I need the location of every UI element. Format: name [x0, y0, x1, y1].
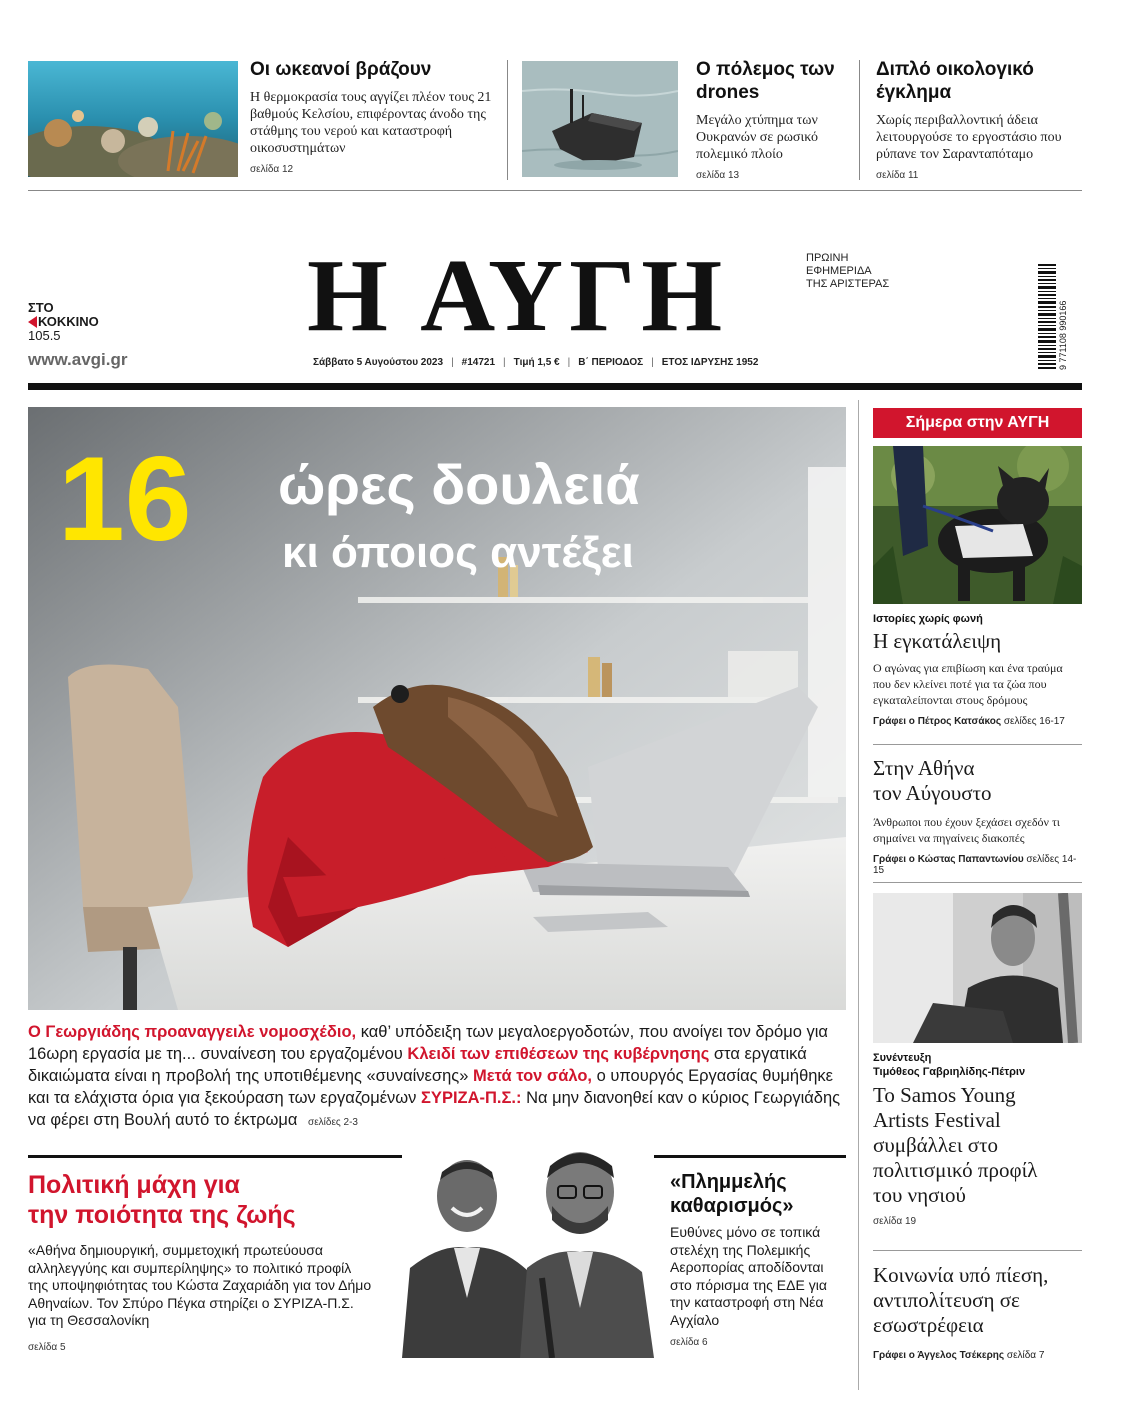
divider	[873, 1250, 1082, 1251]
cleanup-article[interactable]	[670, 1170, 850, 1390]
interview-photo	[873, 893, 1082, 1043]
byline-author: Γράφει ο Κώστας Παπαντωνίου	[873, 854, 1024, 865]
barcode	[1038, 262, 1068, 372]
teaser-oceans-page: σελίδα 12	[250, 164, 294, 175]
lead-pages: σελίδες 2-3	[308, 1117, 358, 1128]
radio-logo-frequency: 105.5	[28, 328, 61, 343]
teaser-oceans-body: Η θερμοκρασία τους αγγίζει πλέον τους 21 βαθμούς Κελσίου, επιφέροντας άνοδο της στάθμης του νερού και καταστροφή οικοσυστημάτων	[250, 90, 492, 156]
website-link[interactable]: www.avgi.gr	[28, 350, 128, 369]
sidebar-item-body: Ο αγώνας για επιβίωση και ένα τραύμα που δεν κλείνει ποτέ για τα ζώα που εγκαταλείπονται στους δρόμους	[873, 661, 1063, 707]
candidates-photo	[402, 1148, 654, 1358]
tagline-line: ΤΗΣ ΑΡΙΣΤΕΡΑΣ	[806, 278, 890, 290]
divider	[873, 882, 1082, 883]
issue-number: #14721	[461, 357, 496, 368]
lead-text: καθ’ υπόδειξη των μεγαλοεργοδοτών, που ανοίγει τον δρόμο για 16ωρη εργασία με τη... συναίνεση του εργαζομένου	[28, 1023, 828, 1063]
sidebar-item-title[interactable]: τον Αύγουστο	[873, 781, 992, 805]
sidebar-kicker: Τιμόθεος Γαβριηλίδης-Πέτριν	[873, 1066, 1026, 1078]
teaser-drones-title[interactable]: Ο πόλεμος των drones	[696, 59, 835, 103]
cleanup-title-line1[interactable]: «Πλημμελής	[670, 1171, 787, 1193]
masthead-rule	[28, 383, 1082, 390]
teaser-drones-page: σελίδα 13	[696, 170, 740, 181]
sidebar-kicker: Συνέντευξη	[873, 1052, 932, 1064]
teaser-drones[interactable]	[522, 58, 842, 180]
teaser-drones-body: Μεγάλο χτύπημα των Ουκρανών σε ρωσικό πολεμικό πλοίο	[696, 113, 818, 162]
today-badge: Σήμερα στην ΑΥΓΗ	[873, 408, 1082, 438]
teaser-ecology[interactable]	[876, 58, 1086, 180]
divider	[507, 60, 508, 180]
cleanup-body: Ευθύνες μόνο σε τοπικά στελέχη της Πολεμικής Αεροπορίας αποδίδονται στο πόρισμα της ΕΔΕ για την καταστροφή στη Νέα Αγχίαλο	[670, 1224, 827, 1328]
sidebar-item-title[interactable]: Κοινωνία υπό πίεση, αντιπολίτευση σε εσωστρέφεια	[873, 1263, 1049, 1337]
lead-highlight[interactable]: Κλειδί των επιθέσεων της κυβέρνησης	[407, 1045, 710, 1063]
hero-number: 16	[58, 432, 192, 566]
hero-photo[interactable]	[28, 407, 846, 1010]
sidebar-item-title[interactable]: Η εγκατάλειψη	[873, 629, 1002, 653]
byline-author: Γράφει ο Άγγελος Τσέκερης	[873, 1350, 1005, 1361]
cleanup-page: σελίδα 6	[670, 1337, 708, 1348]
divider	[873, 744, 1082, 745]
sidebar-byline	[873, 716, 1082, 727]
sidebar-divider	[858, 400, 859, 1390]
teaser-ecology-page: σελίδα 11	[876, 170, 919, 181]
tagline-line: ΠΡΩΙΝΗ	[806, 252, 849, 264]
radio-logo-line1: ΣΤΟ	[28, 300, 54, 315]
sidebar-byline	[873, 1350, 1082, 1361]
tagline-line: ΕΦΗΜΕΡΙΔΑ	[806, 265, 872, 277]
lead-text: στα εργατικά δικαιώματα είναι η προβολή της υποτιθέμενης «συναίνεσης»	[28, 1045, 807, 1085]
politics-title-line1[interactable]: Πολιτική μάχη για	[28, 1171, 240, 1199]
dog-photo	[873, 446, 1082, 604]
coral-reef-photo	[28, 61, 238, 177]
hero-headline-line1: ώρες δουλειά	[278, 453, 640, 516]
sidebar-item-title[interactable]: Το Samos Young Artists Festival συμβάλλει στο πολιτισμικό προφίλ του νησιού	[873, 1083, 1038, 1207]
sidebar-item-abandonment[interactable]	[873, 612, 1082, 727]
byline-pages: σελίδα 7	[1006, 1350, 1045, 1361]
drone-boat-photo	[522, 61, 678, 177]
hero-headline-line2: κι όποιος αντέξει	[282, 528, 634, 577]
dateline: Σάββατο 5 Αυγούστου 2023 | #14721 | Τιμή 1,5 € | Β΄ ΠΕΡΙΟΔΟΣ | ΕΤΟΣ ΙΔΡΥΣΗΣ 1952	[313, 357, 759, 368]
teaser-oceans[interactable]	[28, 58, 498, 180]
issue-date: Σάββατο 5 Αυγούστου 2023	[313, 357, 444, 368]
masthead-title: Η ΑΥΓΗ	[307, 238, 729, 353]
teaser-oceans-title[interactable]: Οι ωκεανοί βράζουν	[250, 59, 432, 80]
lead-highlight[interactable]: Μετά τον σάλο,	[472, 1067, 593, 1085]
radio-logo-line2: ΚΟΚΚΙΝΟ	[38, 314, 99, 329]
sidebar-item-athens-august[interactable]	[873, 756, 1082, 876]
byline-pages: σελίδες 14-15	[873, 854, 1077, 876]
issue-price: Τιμή 1,5 €	[513, 357, 560, 368]
sidebar-page: σελίδα 19	[873, 1216, 917, 1227]
sidebar-item-title[interactable]: Στην Αθήνα	[873, 756, 975, 780]
politics-article[interactable]	[28, 1170, 373, 1390]
play-icon	[28, 316, 37, 328]
sidebar-kicker: Ιστορίες χωρίς φωνή	[873, 613, 983, 625]
sidebar-item-opposition[interactable]	[873, 1263, 1082, 1361]
sidebar-byline	[873, 854, 1082, 876]
politics-page: σελίδα 5	[28, 1341, 66, 1353]
byline-pages: σελίδες 16-17	[1003, 716, 1065, 727]
politics-body: «Αθήνα δημιουργική, συμμετοχική πρωτεύουσα αλληλεγγύης και συμπερίληψης» το πολιτικό προφίλ της υποψηφιότητας του Κώστα Ζαχαριάδη για τον Δήμο Αθηναίων. Τον Σπύρο Πέγκα στηρίζει ο ΣΥΡΙΖΑ-Π.Σ. για τη Θεσσαλονίκη	[28, 1242, 372, 1328]
barcode-number: 9 771108 990166	[1058, 300, 1068, 370]
teaser-ecology-title[interactable]: Διπλό οικολογικό έγκλημα	[876, 59, 1034, 103]
founding-year: ΕΤΟΣ ΙΔΡΥΣΗΣ 1952	[661, 357, 759, 368]
issue-period: Β΄ ΠΕΡΙΟΔΟΣ	[578, 357, 644, 368]
teaser-ecology-body: Χωρίς περιβαλλοντική άδεια λειτουργούσε το εργοστάσιο που ρύπανε τον Σαρανταπόταμο	[876, 113, 1062, 162]
sidebar-item-interview[interactable]	[873, 1051, 1082, 1227]
divider	[28, 190, 1082, 191]
byline-author: Γράφει ο Πέτρος Κατσάκος	[873, 716, 1002, 727]
masthead-tagline	[806, 252, 889, 291]
cleanup-title-line2[interactable]: καθαρισμός»	[670, 1195, 794, 1217]
politics-title-line2[interactable]: την ποιότητα της ζωής	[28, 1201, 296, 1229]
lead-text: Να μην διανοηθεί καν ο κύριος Γεωργιάδης να φέρει στη Βουλή αυτό το έκτρωμα	[28, 1089, 841, 1129]
sidebar-item-body: Άνθρωποι που έχουν ξεχάσει σχεδόν τι σημαίνει να πηγαίνεις διακοπές	[873, 815, 1061, 845]
lead-paragraph	[28, 1021, 846, 1134]
divider	[859, 60, 860, 180]
lead-text: ο υπουργός Εργασίας θυμήθηκε και τα ελάχιστα όρια για ξεκούραση των εργαζομένων	[28, 1067, 834, 1107]
lead-highlight[interactable]: ΣΥΡΙΖΑ-Π.Σ.:	[421, 1089, 522, 1107]
lead-highlight[interactable]: Ο Γεωργιάδης προαναγγειλε νομοσχέδιο,	[28, 1023, 357, 1041]
radio-logo[interactable]	[28, 301, 138, 343]
